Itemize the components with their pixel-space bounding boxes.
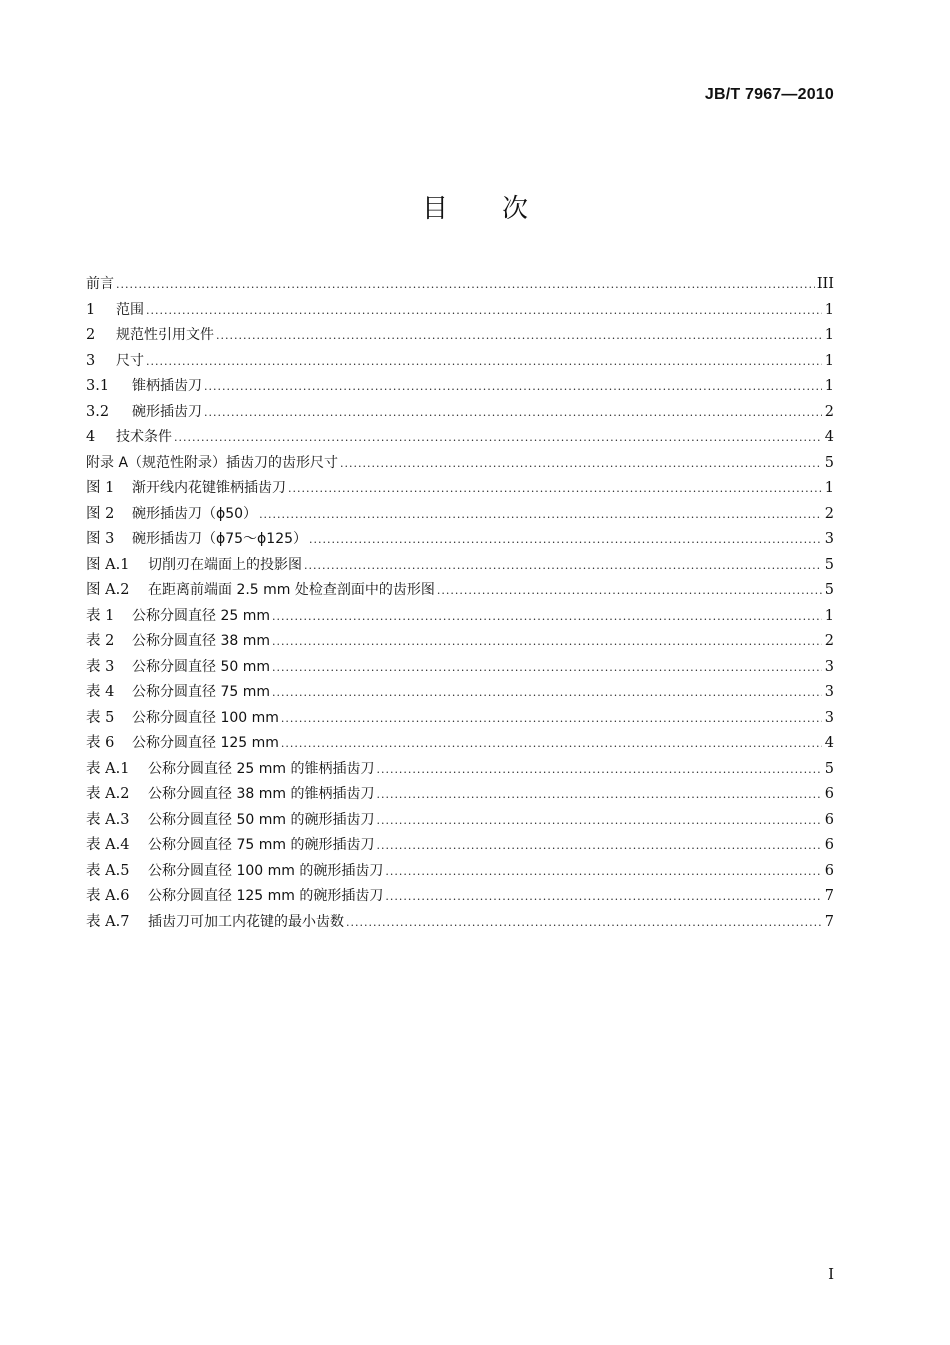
toc-entry-page: III bbox=[816, 276, 834, 292]
toc-leader-dots bbox=[146, 298, 822, 324]
toc-entry-label: 公称分圆直径 100 mm bbox=[132, 709, 279, 726]
toc-entry-number: 表 A.5 bbox=[86, 862, 130, 879]
toc-entry-page: 4 bbox=[824, 735, 834, 751]
toc-entry-number: 表 A.2 bbox=[86, 786, 130, 802]
toc-entry-page: 1 bbox=[824, 378, 834, 394]
toc-entry-page: 3 bbox=[824, 709, 834, 726]
toc-entry-label: 公称分圆直径 125 mm bbox=[132, 735, 279, 751]
toc-entry-label: 公称分圆直径 100 mm 的碗形插齿刀 bbox=[148, 862, 384, 879]
table-of-contents bbox=[86, 272, 834, 935]
toc-entry-number: 表 3 bbox=[86, 658, 115, 675]
toc-entry-label: 公称分圆直径 75 mm bbox=[132, 684, 270, 700]
toc-entry-page: 2 bbox=[824, 403, 834, 420]
toc-entry-page: 2 bbox=[824, 505, 834, 522]
toc-entry[interactable] bbox=[86, 425, 834, 451]
toc-entry[interactable] bbox=[86, 731, 834, 757]
toc-entry-number: 图 1 bbox=[86, 480, 115, 496]
toc-leader-dots bbox=[272, 655, 822, 681]
toc-entry-number: 表 2 bbox=[86, 633, 115, 649]
toc-entry[interactable] bbox=[86, 578, 834, 604]
toc-entry[interactable] bbox=[86, 884, 834, 910]
toc-entry-page: 6 bbox=[824, 862, 834, 879]
toc-entry-label: 公称分圆直径 75 mm 的碗形插齿刀 bbox=[148, 837, 375, 853]
toc-entry-number: 3 bbox=[86, 352, 96, 369]
toc-entry-page: 5 bbox=[824, 556, 834, 573]
toc-entry-page: 5 bbox=[824, 760, 834, 777]
toc-entry-number: 2 bbox=[86, 327, 96, 343]
toc-entry-label: 锥柄插齿刀 bbox=[132, 378, 202, 394]
toc-entry-label: 公称分圆直径 38 mm bbox=[132, 633, 270, 649]
toc-entry-label: 公称分圆直径 38 mm 的锥柄插齿刀 bbox=[148, 786, 375, 802]
toc-entry[interactable] bbox=[86, 553, 834, 579]
toc-entry-page: 6 bbox=[824, 837, 834, 853]
toc-entry-label: 在距离前端面 2.5 mm 处检查剖面中的齿形图 bbox=[148, 582, 435, 598]
toc-entry-page: 1 bbox=[824, 352, 834, 369]
toc-entry-page: 6 bbox=[824, 811, 834, 828]
toc-entry-label: 规范性引用文件 bbox=[116, 327, 214, 343]
toc-entry-number: 表 4 bbox=[86, 684, 115, 700]
toc-entry[interactable] bbox=[86, 782, 834, 808]
toc-leader-dots bbox=[376, 757, 822, 783]
toc-leader-dots bbox=[385, 859, 822, 885]
toc-entry[interactable] bbox=[86, 374, 834, 400]
toc-entry-page: 3 bbox=[824, 684, 834, 700]
toc-entry-number: 4 bbox=[86, 429, 96, 445]
toc-entry-page: 1 bbox=[824, 327, 834, 343]
toc-entry-page: 1 bbox=[824, 480, 834, 496]
toc-entry[interactable] bbox=[86, 629, 834, 655]
toc-entry[interactable] bbox=[86, 272, 834, 298]
toc-entry[interactable] bbox=[86, 298, 834, 324]
toc-entry[interactable] bbox=[86, 655, 834, 681]
toc-leader-dots bbox=[146, 349, 822, 375]
toc-entry[interactable] bbox=[86, 757, 834, 783]
toc-entry[interactable] bbox=[86, 349, 834, 375]
standard-code: JB/T 7967—2010 bbox=[704, 86, 834, 103]
toc-entry-label: 公称分圆直径 25 mm 的锥柄插齿刀 bbox=[148, 760, 375, 777]
toc-entry-label: 公称分圆直径 125 mm 的碗形插齿刀 bbox=[148, 888, 384, 904]
toc-leader-dots bbox=[174, 425, 822, 451]
toc-entry[interactable] bbox=[86, 527, 834, 553]
toc-entry[interactable] bbox=[86, 680, 834, 706]
toc-entry[interactable] bbox=[86, 859, 834, 885]
toc-entry-label: 技术条件 bbox=[116, 429, 172, 445]
toc-entry-number: 表 5 bbox=[86, 709, 115, 726]
page-title bbox=[0, 188, 950, 225]
toc-leader-dots bbox=[376, 782, 822, 808]
toc-entry-label: 插齿刀可加工内花键的最小齿数 bbox=[148, 913, 344, 930]
toc-leader-dots bbox=[376, 808, 822, 834]
title-char-right: 次 bbox=[502, 194, 529, 224]
toc-leader-dots bbox=[116, 272, 815, 298]
toc-leader-dots bbox=[272, 680, 822, 706]
toc-entry-number: 图 3 bbox=[86, 531, 115, 547]
toc-leader-dots bbox=[437, 578, 822, 604]
toc-entry-page: 6 bbox=[824, 786, 834, 802]
toc-entry-page: 3 bbox=[824, 531, 834, 547]
toc-entry-number: 3.1 bbox=[86, 378, 110, 394]
toc-entry-number: 3.2 bbox=[86, 403, 110, 420]
toc-leader-dots bbox=[304, 553, 822, 579]
toc-entry[interactable] bbox=[86, 476, 834, 502]
toc-leader-dots bbox=[376, 833, 822, 859]
toc-entry-label: 碗形插齿刀（ϕ50） bbox=[132, 505, 258, 522]
toc-leader-dots bbox=[204, 400, 822, 426]
toc-leader-dots bbox=[288, 476, 822, 502]
toc-entry-label: 切削刃在端面上的投影图 bbox=[148, 556, 302, 573]
toc-entry-page: 3 bbox=[824, 658, 834, 675]
toc-entry-page: 7 bbox=[824, 888, 834, 904]
toc-leader-dots bbox=[272, 629, 822, 655]
title-char-left: 目 bbox=[421, 194, 448, 224]
toc-entry-page: 1 bbox=[824, 607, 834, 624]
toc-entry[interactable] bbox=[86, 400, 834, 426]
toc-leader-dots bbox=[216, 323, 822, 349]
toc-leader-dots bbox=[272, 604, 822, 630]
toc-entry-label: 渐开线内花键锥柄插齿刀 bbox=[132, 480, 286, 496]
toc-entry-number: 表 A.1 bbox=[86, 760, 130, 777]
toc-entry-label: 碗形插齿刀（ϕ75～ϕ125） bbox=[132, 531, 308, 547]
toc-entry-page: 5 bbox=[824, 582, 834, 598]
toc-leader-dots bbox=[281, 706, 822, 732]
toc-entry-number: 表 A.3 bbox=[86, 811, 130, 828]
toc-entry-label: 附录 A（规范性附录）插齿刀的齿形尺寸 bbox=[86, 454, 339, 471]
toc-entry-number: 表 1 bbox=[86, 607, 115, 624]
toc-entry-label: 公称分圆直径 50 mm bbox=[132, 658, 270, 675]
toc-entry[interactable] bbox=[86, 604, 834, 630]
toc-entry[interactable] bbox=[86, 833, 834, 859]
toc-leader-dots bbox=[281, 731, 822, 757]
toc-entry[interactable] bbox=[86, 323, 834, 349]
page-number: I bbox=[828, 1265, 834, 1283]
toc-leader-dots bbox=[204, 374, 822, 400]
toc-entry-label: 公称分圆直径 50 mm 的碗形插齿刀 bbox=[148, 811, 375, 828]
toc-entry-page: 7 bbox=[824, 913, 834, 930]
toc-entry-label: 尺寸 bbox=[116, 352, 144, 369]
toc-entry-number: 图 2 bbox=[86, 505, 115, 522]
toc-entry-label: 范围 bbox=[116, 301, 144, 318]
toc-entry-number: 图 A.2 bbox=[86, 582, 130, 598]
toc-leader-dots bbox=[385, 884, 822, 910]
toc-leader-dots bbox=[346, 910, 822, 936]
toc-entry-page: 4 bbox=[824, 429, 834, 445]
toc-entry-number: 表 A.4 bbox=[86, 837, 130, 853]
toc-entry[interactable] bbox=[86, 808, 834, 834]
toc-entry[interactable] bbox=[86, 910, 834, 936]
toc-entry-number: 图 A.1 bbox=[86, 556, 130, 573]
toc-entry[interactable] bbox=[86, 451, 834, 477]
toc-entry-number: 表 A.7 bbox=[86, 913, 130, 930]
toc-entry-page: 1 bbox=[824, 301, 834, 318]
toc-entry-page: 2 bbox=[824, 633, 834, 649]
toc-entry[interactable] bbox=[86, 706, 834, 732]
toc-entry[interactable] bbox=[86, 502, 834, 528]
toc-leader-dots bbox=[309, 527, 822, 553]
toc-entry-number: 1 bbox=[86, 301, 96, 318]
toc-entry-page: 5 bbox=[824, 454, 834, 471]
toc-entry-number: 表 A.6 bbox=[86, 888, 130, 904]
toc-entry-label: 公称分圆直径 25 mm bbox=[132, 607, 270, 624]
toc-leader-dots bbox=[259, 502, 822, 528]
toc-entry-number: 表 6 bbox=[86, 735, 115, 751]
toc-leader-dots bbox=[340, 451, 822, 477]
toc-entry-label: 前言 bbox=[86, 276, 114, 292]
toc-entry-label: 碗形插齿刀 bbox=[132, 403, 202, 420]
